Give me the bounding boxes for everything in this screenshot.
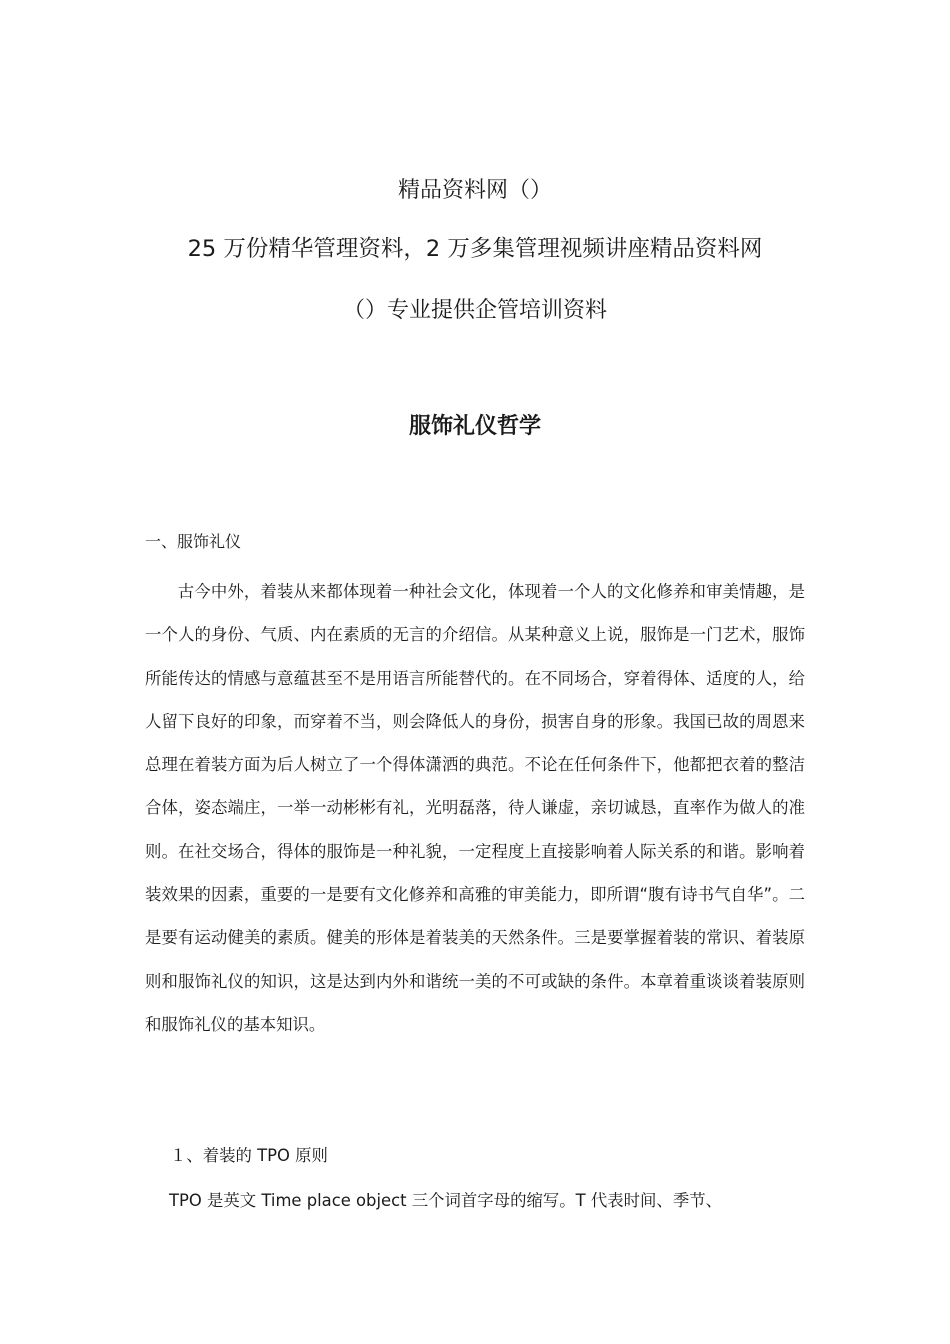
document-title: 服饰礼仪哲学 [408, 414, 541, 439]
body-paragraph-2: TPO 是英文 Time place object 三个词首字母的缩写。T 代表时间、季节、 [169, 1191, 722, 1210]
header-line-1: 精品资料网（） [397, 178, 552, 203]
section-heading: 一、服饰礼仪 [145, 532, 242, 551]
subsection-heading: １、着装的 TPO 原则 [170, 1146, 328, 1165]
header-line-2: 25 万份精华管理资料，2 万多集管理视频讲座精品资料网 [187, 236, 763, 262]
body-paragraph: 古今中外，着装从来都体现着一种社会文化，体现着一个人的文化修养和审美情趣，是一个人的身份、气质、内在素质的无言的介绍信。从某种意义上说，服饰是一门艺术，服饰所能传达的情感与意蕴甚至不是用语言所能替代的。在不同场合，穿着得体、适度的人，给人留下良好的印象，而穿着不当，则会降低人的身份，损害自身的形象。我国已故的周恩来总理在着装方面为后人树立了一个得体潇洒的典范。不论在任何条件下，他都把衣着的整洁合体，姿态端庄，一举一动彬彬有礼，光明磊落，待人谦虚，亲切诚恳，直率作为做人的准则。在社交场合，得体的服饰是一种礼貌，一定程度上直接影响着人际关系的和谐。影响着装效果的因素，重要的一是要有文化修养和高雅的审美能力，即所谓“腹有诗书气自华”。二是要有运动健美的素质。健美的形体是着装美的天然条件。三是要掌握着装的常识、着装原则和服饰礼仪的知识，这是达到内外和谐统一美的不可或缺的条件。本章着重谈谈着装原则和服饰礼仪的基本知识。 [145, 582, 805, 1034]
header-line-3: （）专业提供企管培训资料 [342, 298, 607, 323]
